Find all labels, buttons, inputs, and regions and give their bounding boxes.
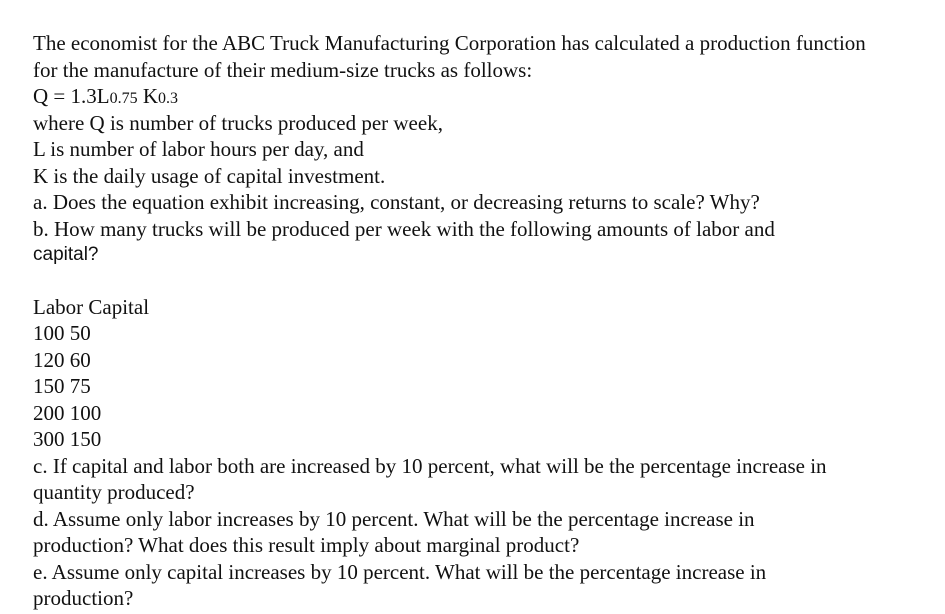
table-row: 150 75: [33, 374, 91, 398]
intro-line-2: for the manufacture of their medium-size trucks as follows:: [33, 57, 533, 82]
definition-q: where Q is number of trucks produced per week,: [33, 110, 443, 135]
question-d-line-2: production? What does this result imply about marginal product?: [33, 533, 580, 557]
question-b-line-1: b. How many trucks will be produced per week with the following amounts of labor and: [33, 216, 775, 241]
question-c-line-2: quantity produced?: [33, 480, 195, 504]
intro-line-1: The economist for the ABC Truck Manufacturing Corporation has calculated a production function: [33, 31, 866, 55]
formula-k: K: [137, 84, 159, 108]
definition-l: L is number of labor hours per day, and: [33, 137, 364, 161]
question-b-line-2: capital?: [33, 244, 99, 265]
table-row: 200 100: [33, 400, 102, 425]
spacer: [33, 269, 945, 294]
formula-lhs: Q = 1.3L: [33, 84, 110, 108]
question-c-line-1: c. If capital and labor both are increased by 10 percent, what will be the percentage increase in: [33, 453, 827, 478]
question-e-line-1: e. Assume only capital increases by 10 percent. What will be the percentage increase in: [33, 559, 767, 584]
table-row: 100 50: [33, 321, 91, 345]
labor-exponent: 0.75: [109, 90, 138, 107]
table-row: 300 150: [33, 427, 102, 451]
table-header: Labor Capital: [33, 294, 150, 319]
document-body: [33, 30, 945, 612]
question-e-line-2: production?: [33, 586, 134, 610]
production-function: [33, 83, 945, 110]
question-d-line-1: d. Assume only labor increases by 10 percent. What will be the percentage increase in: [33, 506, 755, 531]
question-a: a. Does the equation exhibit increasing, constant, or decreasing returns to scale? Why?: [33, 190, 760, 214]
table-row: 120 60: [33, 347, 91, 372]
definition-k: K is the daily usage of capital investment.: [33, 163, 386, 188]
capital-exponent: 0.3: [158, 90, 179, 107]
